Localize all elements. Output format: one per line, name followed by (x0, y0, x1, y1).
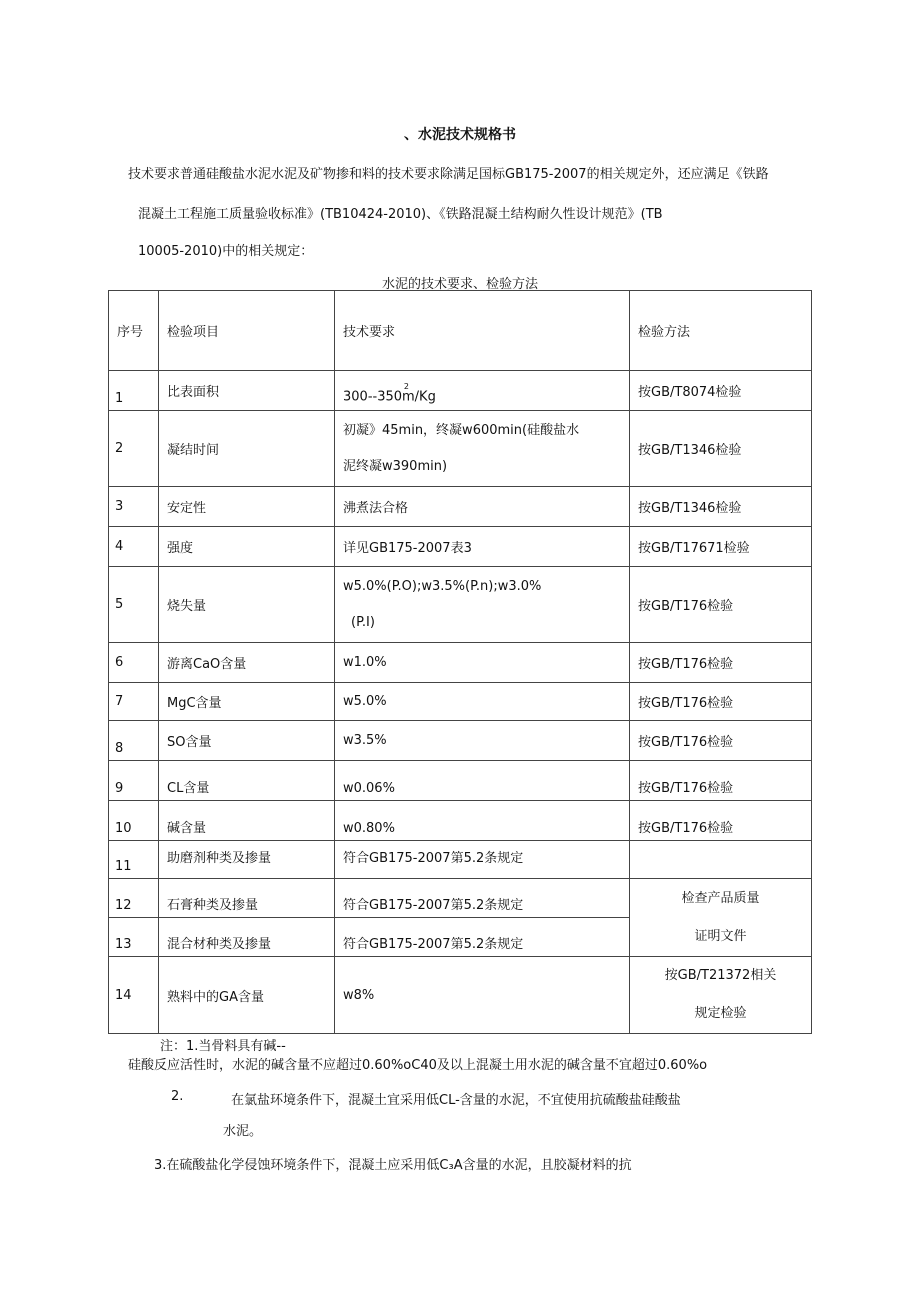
note-2-line-b: 水泥。 (223, 1124, 263, 1139)
row-requirement: 详见GB175-2007表3 (335, 527, 630, 567)
row-method: 按GB/T176检验 (630, 721, 812, 761)
row-requirement-superscript: 2 (403, 381, 409, 391)
table-row (109, 761, 812, 801)
row-index: 14 (109, 957, 159, 1034)
row-method: 按GB/T176检验 (630, 761, 812, 801)
table-row (109, 371, 812, 411)
row-index: 3 (109, 487, 159, 527)
row-requirement: w1.0% (335, 643, 630, 683)
row-item: 助磨剂种类及掺量 (159, 841, 335, 879)
row-method: 按GB/T17671检验 (630, 527, 812, 567)
row-item: 安定性 (159, 487, 335, 527)
row-method: 按GB/T176检验 (630, 567, 812, 643)
row-method-line: 按GB/T21372相关 (664, 968, 777, 983)
row-index: 5 (109, 567, 159, 643)
note-2-number: 2. (171, 1089, 184, 1104)
row-method: 按GB/T176检验 (630, 801, 812, 841)
row-item: 熟料中的GA含量 (159, 957, 335, 1034)
table-row (109, 801, 812, 841)
row-method: 按GB/T1346检验 (630, 411, 812, 487)
row-requirement: 符合GB175-2007第5.2条规定 (335, 841, 630, 879)
row-requirement: w8% (335, 957, 630, 1034)
row-requirement-text: 300--350m/Kg (343, 389, 436, 404)
header-index: 序号 (109, 291, 159, 371)
table-row (109, 879, 812, 918)
note-1-part-a: 注：1.当骨料具有碱-- (160, 1039, 286, 1054)
row-index: 11 (109, 841, 159, 879)
table-row (109, 567, 812, 643)
row-index: 9 (109, 761, 159, 801)
row-requirement-line: (P.I) (351, 614, 375, 630)
row-item: 强度 (159, 527, 335, 567)
row-item: 比表面积 (159, 371, 335, 411)
row-requirement: w5.0% (335, 683, 630, 721)
header-requirement: 技术要求 (335, 291, 630, 371)
row-item: MgC含量 (159, 683, 335, 721)
row-requirement: 符合GB175-2007第5.2条规定 (335, 879, 630, 918)
table-row (109, 527, 812, 567)
row-method: 按GB/T8074检验 (630, 371, 812, 411)
note-2-line-a: 在氯盐环境条件下，混凝土宜采用低CL-含量的水泥，不宜使用抗硫酸盐硅酸盐 (231, 1093, 681, 1108)
header-item: 检验项目 (159, 291, 335, 371)
row-index: 12 (109, 879, 159, 918)
row-requirement (335, 567, 630, 643)
row-requirement-line: w5.0%(P.O);w3.5%(P.n);w3.0% (343, 578, 542, 594)
row-index: 6 (109, 643, 159, 683)
row-item: 石膏种类及掺量 (159, 879, 335, 918)
intro-line-3: 10005-2010)中的相关规定： (138, 244, 314, 259)
row-requirement: w3.5% (335, 721, 630, 761)
intro-line-1: 技术要求普通硅酸盐水泥水泥及矿物掺和料的技术要求除满足国标GB175-2007的相关规定外，还应满足《铁路 (128, 167, 769, 182)
row-index: 8 (109, 721, 159, 761)
row-method-line: 规定检验 (694, 1006, 747, 1021)
row-requirement: 符合GB175-2007第5.2条规定 (335, 918, 630, 957)
table-row (109, 683, 812, 721)
row-method: 按GB/T1346检验 (630, 487, 812, 527)
row-requirement: w0.06% (335, 761, 630, 801)
table-row (109, 721, 812, 761)
row-method (630, 841, 812, 879)
row-item: CL含量 (159, 761, 335, 801)
row-index: 7 (109, 683, 159, 721)
row-requirement (335, 411, 630, 487)
table-row (109, 411, 812, 487)
row-item: 游离CaO含量 (159, 643, 335, 683)
row-item: 凝结时间 (159, 411, 335, 487)
row-requirement-line: 泥终凝w390min) (343, 458, 448, 474)
row-method-merged (630, 879, 812, 957)
intro-line-2: 混凝土工程施工质量验收标准》(TB10424-2010)、《铁路混凝土结构耐久性设计规范》(TB (138, 207, 663, 222)
spec-table (108, 290, 812, 1034)
document-title: 、水泥技术规格书 (404, 127, 516, 143)
row-index: 4 (109, 527, 159, 567)
table-caption: 水泥的技术要求、检验方法 (381, 277, 538, 292)
row-index: 13 (109, 918, 159, 957)
row-method-line: 检查产品质量 (681, 890, 760, 906)
table-row (109, 643, 812, 683)
row-item: 碱含量 (159, 801, 335, 841)
row-index: 10 (109, 801, 159, 841)
note-1-part-b: 硅酸反应活性时，水泥的碱含量不应超过0.60%oC40及以上混凝土用水泥的碱含量不宜超过0.60%o (128, 1058, 708, 1073)
header-method: 检验方法 (630, 291, 812, 371)
table-row (109, 841, 812, 879)
row-item: 混合材种类及掺量 (159, 918, 335, 957)
row-requirement: w0.80% (335, 801, 630, 841)
table-row (109, 487, 812, 527)
row-method: 按GB/T176检验 (630, 643, 812, 683)
note-3: 3.在硫酸盐化学侵蚀环境条件下，混凝土应采用低C₃A含量的水泥，且胶凝材料的抗 (154, 1158, 632, 1173)
row-index: 1 (109, 371, 159, 411)
row-requirement-line: 初凝》45min，终凝w600min(硅酸盐水 (343, 422, 580, 438)
row-method-line: 证明文件 (694, 928, 747, 944)
row-requirement: 沸煮法合格 (335, 487, 630, 527)
row-method: 按GB/T176检验 (630, 683, 812, 721)
row-requirement (335, 371, 630, 411)
table-row (109, 957, 812, 1034)
table-header-row (109, 291, 812, 371)
row-method (630, 957, 812, 1034)
row-item: SO含量 (159, 721, 335, 761)
row-index: 2 (109, 411, 159, 487)
row-item: 烧失量 (159, 567, 335, 643)
